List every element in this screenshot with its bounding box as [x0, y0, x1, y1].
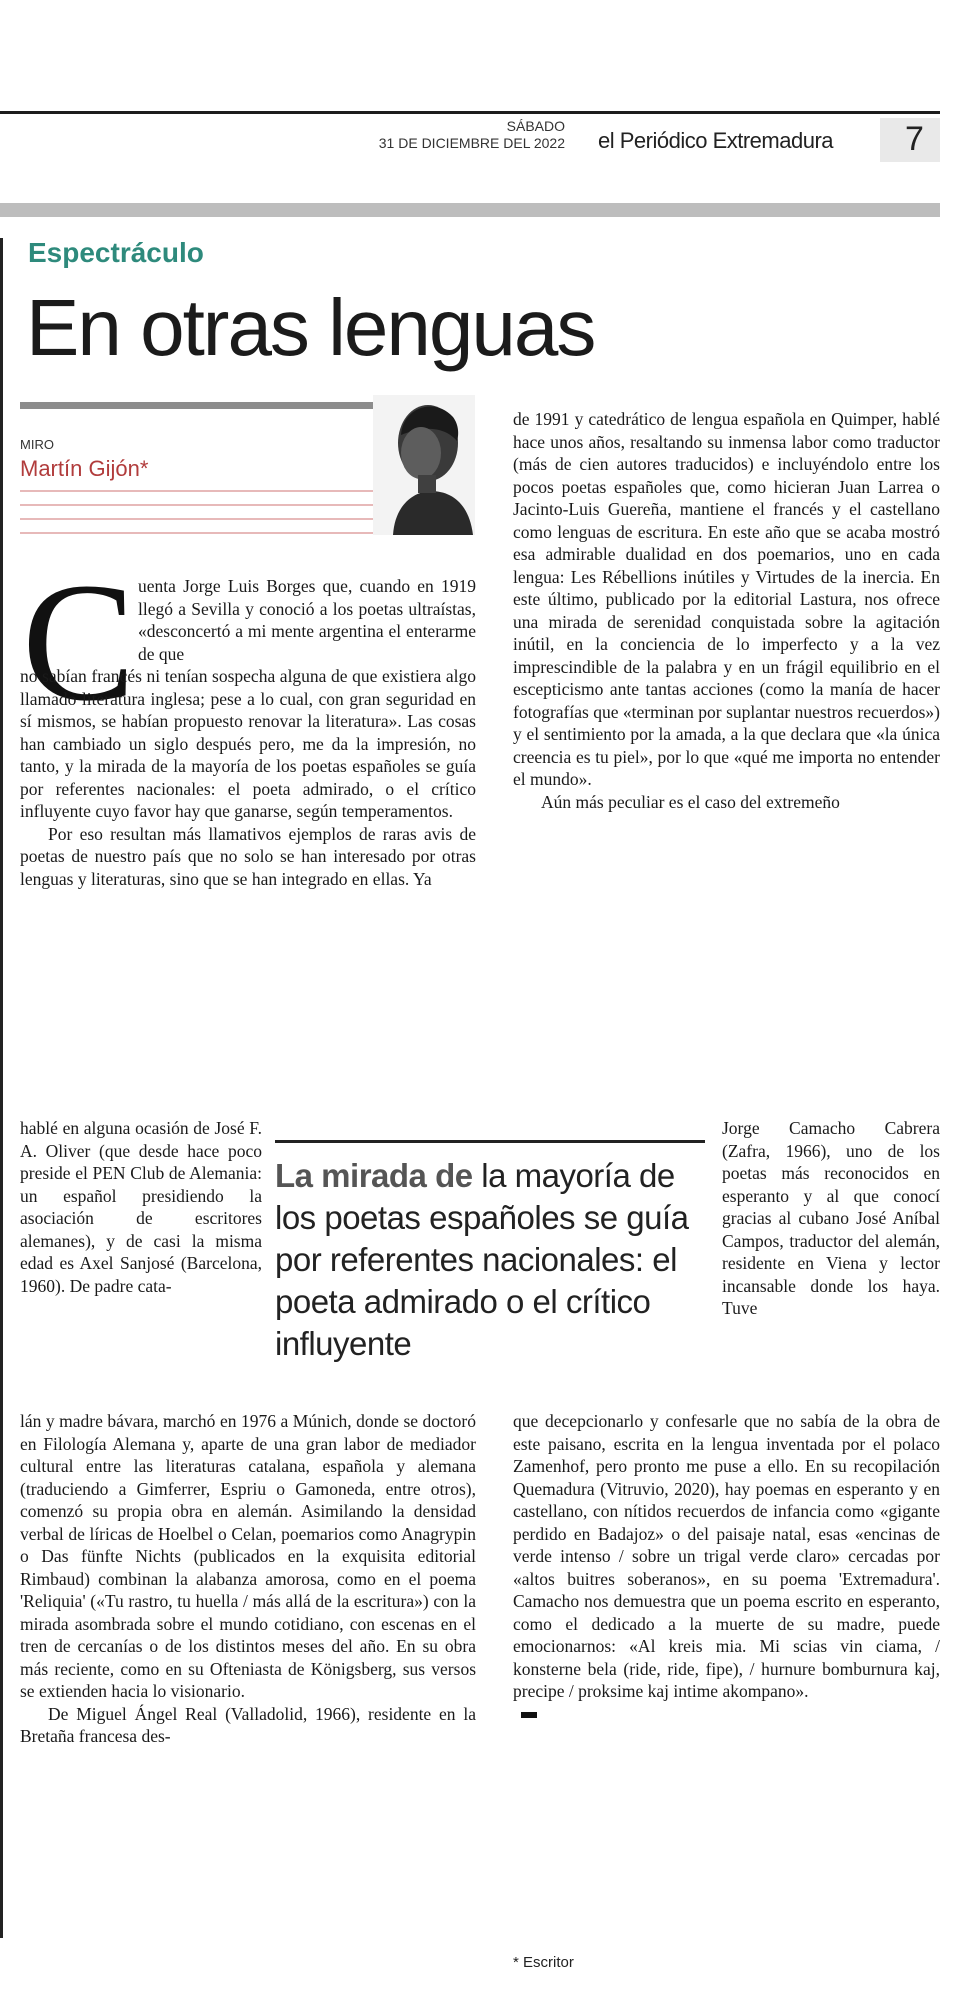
paragraph: que decepcionarlo y confesarle que no sabía de la obra de este paisano, escrita en la lengua inventada por el polaco Zamenhof, pero pronto me puse a ello. En su recopilación Quemadura (Vitruvio, 2020), hay poemas en esperanto y en castellano, con nítidos recuerdos de infancia como «gigante perdido en Badajoz» o del paisaje natal, esas «encinas de verde intenso / sobre un trigal verde claro» cercadas por «altos buitres soberanos», en su poema 'Extremadura'. Camacho nos demuestra que un poema escrito en esperanto, como el dedicado a la muerte de su madre, puede emocionarnos: «Al kreis mia. Mi scias vin ciama, / konsterne bela (ride, ride, fipe), / hurnure bomburnura kaj, precipe / proksime kaj intime akompano». [513, 1411, 940, 1701]
pull-quote-text: la mayoría de los poetas españoles se guía por referentes nacionales: el poeta admirado o el crítico influyente [275, 1157, 689, 1362]
newspaper-name: el Periódico Extremadura [598, 128, 834, 153]
masthead-rule [0, 111, 940, 114]
paragraph: Por eso resultan más llamativos ejemplos de raras avis de poetas de nuestro país que no solo se han interesado por otras lenguas y literaturas, sino que se han integrado en ellas. Ya [20, 823, 476, 889]
paragraph: no sabían francés ni tenían sospecha alguna de que existiera algo llamado literatura inglesa; pese a lo cual, con gran seguridad en sí mismos, se habían propuesto renovar la literatura». Las cosas han cambiado un siglo después pero, me da la impresión, no tanto, y la mirada de la mayoría de los poetas españoles se guía por referentes nacionales: el poeta admirado, o el crítico influyente cuyo favor hay que ganarse, según temperamentos. [20, 666, 476, 821]
dateline-day: SÁBADO [506, 118, 565, 134]
body-column-1-wrap [20, 1117, 262, 1297]
paragraph: Jorge Camacho Cabrera (Zafra, 1966), uno de los poetas más reconocidos en esperanto y al que conocí gracias al cubano José Aníbal Campos, traductor del alemán, residente en Viena y lector incansable donde los haya. Tuve [722, 1118, 940, 1318]
paragraph: Aún más peculiar es el caso del extremeño [541, 791, 840, 812]
body-column-1 [20, 665, 476, 890]
pull-quote-lead: La mirada de [275, 1157, 473, 1194]
page-number: 7 [905, 120, 924, 158]
author-photo [373, 395, 475, 535]
body-column-2-tail [513, 1410, 940, 1725]
pull-quote [275, 1155, 705, 1365]
footnote: * Escritor [513, 1954, 574, 1971]
author-tag: MIRO [20, 437, 54, 452]
paragraph: uenta Jorge Luis Borges que, cuando en 1919 llegó a Sevilla y conoció a los poetas ultraístas, «desconcertó a mi mente argentina el enterarme de que [138, 576, 476, 664]
dateline [300, 118, 565, 152]
header-band [0, 203, 940, 217]
left-rule [0, 238, 3, 1938]
pull-quote-rule [275, 1140, 705, 1143]
body-column-2-wrap [722, 1117, 940, 1320]
paragraph: hablé en alguna ocasión de José F. A. Oliver (que desde hace poco preside el PEN Club de Alemania: un español presidiendo la asociación de escritores alemanes), y de casi la misma edad es Axel Sanjosé (Barcelona, 1960). De padre cata- [20, 1118, 262, 1296]
section-label: Espectráculo [28, 237, 204, 268]
body-column-1-tail [20, 1410, 476, 1748]
body-intro [138, 575, 476, 665]
drop-cap: C [22, 548, 136, 736]
paragraph: De Miguel Ángel Real (Valladolid, 1966), residente en la Bretaña francesa des- [20, 1703, 476, 1746]
paragraph: de 1991 y catedrático de lengua española en Quimper, hablé hace unos años, resaltando su inmensa labor como traductor (más de cien autores traducidos) e incluyéndolo entre los pocos poetas españoles que, como hicieran Juan Larrea o Jacinto-Luis Guereña, mantiene el francés y el castellano como lenguas de escritura. En este año que se acaba mostró esa admirable dualidad en dos poemarios, uno en cada lengua: Les Rébellions inútiles y Virtudes de la inercia. En este último, publicado por la editorial Lastura, nos ofrece una mirada de serenidad conquistada sobre la agitación inútil, en la conciencia de lo imperfecto y a la vez imprescindible de la palabra y en un frágil equilibrio en el escepticismo ante tantas acciones (como la manía de hacer fotografías que «terminan por suplantar nuestros recuerdos») y el sentimiento por la amada, a la que declara que «la única creencia es tu piel», por lo que «qué me importa no entender el mundo». [513, 409, 940, 789]
dateline-date: 31 DE DICIEMBRE DEL 2022 [378, 135, 565, 151]
end-mark [521, 1712, 537, 1718]
paragraph: lán y madre bávara, marchó en 1976 a Múnich, donde se doctoró en Filología Alemana y, aparte de una gran labor de mediador cultural entre las literaturas catalana, española y alemana (traduciendo a Gimferrer, Espriu o Gamoneda, entre otros), comenzó su propia obra en alemán. Asimilando la densidad verbal de líricas de Hoelbel o Celan, poemarios como Anagrypin o Das fünfte Nichts (publicados en la exquisita editorial Rimbaud) combinan la alabanza amorosa, como en el poema 'Reliquia' («Tu rastro, tu huella / más allá de la escritura») con la mirada asombrada sobre el mundo cotidiano, con escenas en el tren de cercanías o de los distintos meses del año. En su obra más reciente, como en su Ofteniasta de Königsberg, sus versos se extienden hacia lo visionario. [20, 1411, 476, 1701]
author-name: Martín Gijón* [20, 456, 149, 481]
body-column-2 [513, 408, 940, 813]
headline: En otras lenguas [26, 283, 595, 372]
